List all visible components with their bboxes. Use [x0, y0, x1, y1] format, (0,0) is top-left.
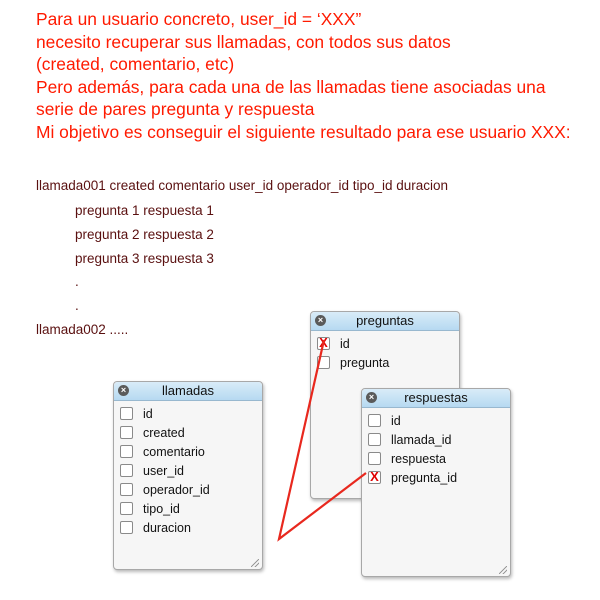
field-name: id	[143, 406, 153, 421]
field-name: llamada_id	[391, 432, 452, 447]
table-title: llamadas	[161, 383, 215, 398]
intro-line: Para un usuario concreto, user_id = ‘XXX”	[36, 9, 362, 29]
result-pair-line: pregunta 2 respuesta 2	[75, 227, 214, 242]
field-name: pregunta_id	[391, 470, 458, 485]
field-name: user_id	[143, 463, 184, 478]
intro-line: (created, comentario, etc)	[36, 54, 235, 74]
table-title: preguntas	[356, 313, 414, 328]
field-name: created	[143, 425, 185, 440]
intro-line: serie de pares pregunta y respuesta	[36, 99, 315, 119]
result-next-line: llamada002 .....	[36, 322, 129, 337]
result-pair-line: pregunta 1 respuesta 1	[75, 203, 214, 218]
intro-line: Pero además, para cada una de las llamadas tiene asociadas una	[36, 76, 546, 97]
relationship-line	[279, 340, 366, 539]
field-name: respuesta	[391, 451, 446, 466]
field-name: id	[391, 413, 401, 428]
field-name: operador_id	[143, 482, 210, 497]
close-icon[interactable]: ×	[366, 392, 377, 403]
field-name: pregunta	[340, 355, 390, 370]
result-pair-line: pregunta 3 respuesta 3	[75, 251, 214, 266]
field-name: duracion	[143, 520, 191, 535]
result-ellipsis-dot: .	[75, 298, 79, 313]
field-name: comentario	[143, 444, 205, 459]
table-title: respuestas	[404, 390, 468, 405]
x-mark-icon: X	[370, 469, 379, 484]
x-mark-icon: X	[319, 335, 328, 350]
close-icon[interactable]: ×	[315, 315, 326, 326]
result-ellipsis-dot: .	[75, 274, 79, 289]
intro-line: Mi objetivo es conseguir el siguiente resultado para ese usuario XXX:	[36, 121, 571, 142]
result-header-line: llamada001 created comentario user_id operador_id tipo_id duracion	[36, 178, 449, 193]
field-name: id	[340, 336, 350, 351]
intro-line: necesito recuperar sus llamadas, con todos sus datos	[36, 31, 451, 52]
field-name: tipo_id	[143, 501, 180, 516]
close-icon[interactable]: ×	[118, 385, 129, 396]
